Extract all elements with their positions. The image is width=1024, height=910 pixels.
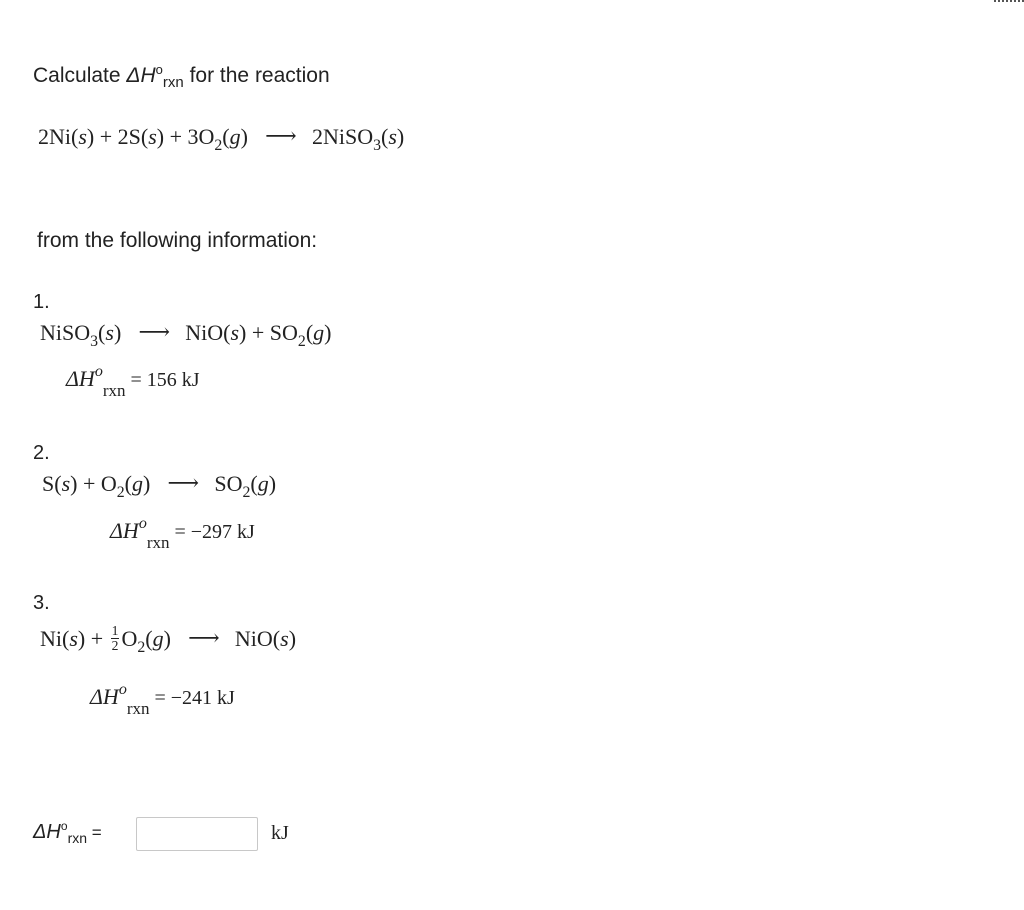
reaction-arrow-icon: ⟶ — [167, 470, 200, 495]
step-2-enthalpy: $\Delta H^o_{rxn} = -297$ kJ — [110, 515, 255, 552]
question-intro: Calculate $\Delta H^o_{rxn}$ for the reaction — [33, 62, 330, 91]
main-reaction: $2Ni(s) + 2S(s) + 3O_2(g)$ ⟶ 2NiSO$_3$(s) — [38, 123, 405, 154]
step-3-number: 3. — [33, 592, 50, 614]
answer-unit: kJ — [271, 822, 289, 844]
step-1-reaction: NiSO$_3$(s) ⟶ $NiO(s) + SO_2(g)$ — [40, 319, 332, 350]
step-1-enthalpy: $\Delta H^o_{rxn} = 156$ kJ — [66, 363, 200, 400]
step-2-number: 2. — [33, 442, 50, 464]
reaction-arrow-icon: ⟶ — [138, 319, 171, 344]
step-3-reaction: Ni(s) + $\frac{1}{2}$ $O_2(g)$ ⟶ NiO(s) — [40, 623, 297, 656]
step-3-enthalpy: $\Delta H^o_{rxn} = -241$ kJ — [90, 681, 235, 718]
reaction-arrow-icon: ⟶ — [265, 123, 297, 148]
enthalpy-answer-input[interactable] — [136, 817, 258, 851]
from-following-text: from the following information: — [37, 229, 318, 252]
top-right-dots — [994, 0, 1024, 5]
answer-label: $\Delta H^o_{rxn}$ = — [33, 819, 102, 846]
reaction-arrow-icon: ⟶ — [188, 625, 220, 650]
one-half-fraction: $\frac{1}{2}$ — [111, 623, 119, 654]
step-1-number: 1. — [33, 291, 50, 313]
step-2-reaction: $S(s) + O_2(g)$ ⟶ $SO_2(g)$ — [42, 470, 277, 501]
